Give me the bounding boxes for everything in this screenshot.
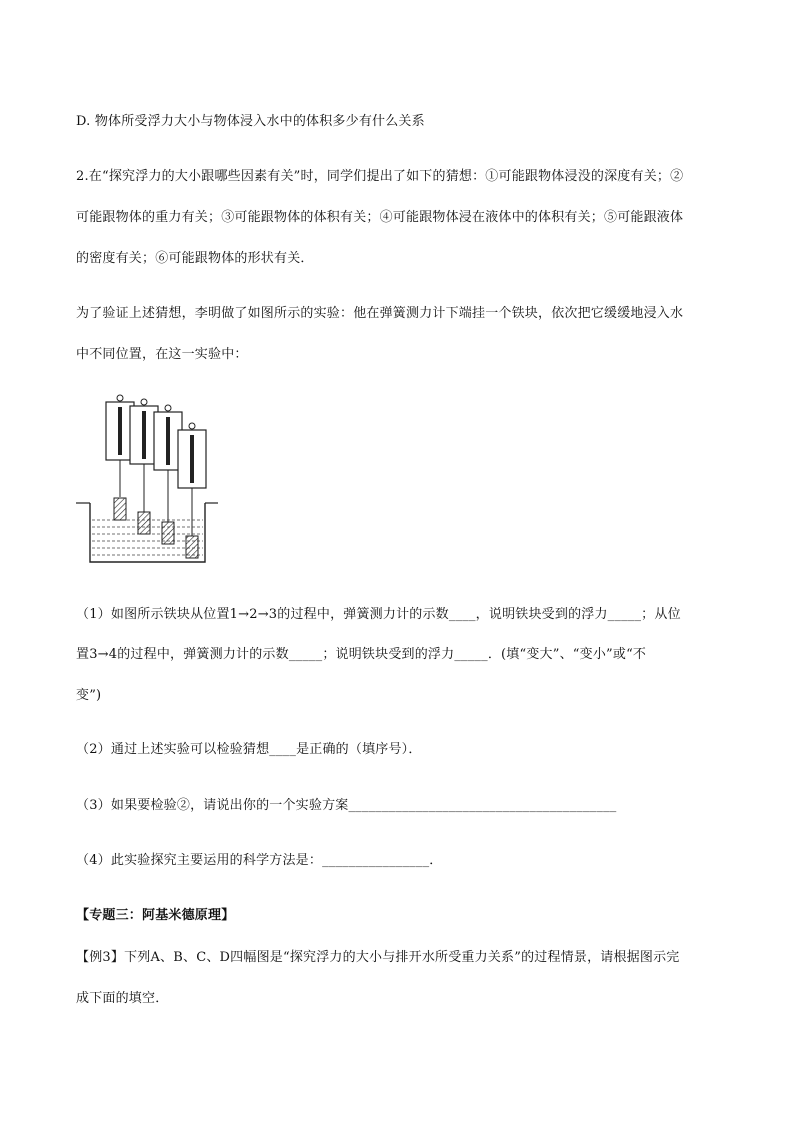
line-5: 为了验证上述猜想，李明做了如图所示的实验：他在弹簧测力计下端挂一个铁块，依次把它缓缓地浸入水 bbox=[76, 306, 684, 321]
line-7: （1）如图所示铁块从位置1→2→3的过程中，弹簧测力计的示数____，说明铁块受到的浮力_____；从位 bbox=[76, 607, 681, 622]
line-14: 【例3】下列A、B、C、D四幅图是“探究浮力的大小与排开水所受重力关系”的过程情景，请根据图示完 bbox=[76, 950, 680, 965]
line-6: 中不同位置，在这一实验中： bbox=[76, 347, 248, 362]
line-12: （4）此实验探究主要运用的科学方法是：________________． bbox=[76, 853, 443, 868]
line-10: （2）通过上述实验可以检验猜想____是正确的（填序号）． bbox=[76, 742, 422, 757]
line-2: 2.在“探究浮力的大小跟哪些因素有关”时，同学们提出了如下的猜想：①可能跟物体浸没的深度有关；② bbox=[76, 169, 684, 184]
iron-block-4 bbox=[186, 536, 198, 558]
spring-scale-4 bbox=[178, 423, 206, 536]
line-11: （3）如果要检验②，请说出你的一个实验方案________________________________________ bbox=[76, 798, 617, 813]
section-heading: 【专题三：阿基米德原理】 bbox=[76, 908, 235, 923]
experiment-figure bbox=[72, 392, 222, 572]
iron-block-3 bbox=[162, 522, 174, 544]
line-1: D. 物体所受浮力大小与物体浸入水中的体积多少有什么关系 bbox=[76, 114, 425, 129]
iron-block-2 bbox=[138, 512, 150, 534]
line-4: 的密度有关；⑥可能跟物体的形状有关． bbox=[76, 251, 314, 266]
line-3: 可能跟物体的重力有关；③可能跟物体的体积有关；④可能跟物体浸在液体中的体积有关；⑤可能跟液体 bbox=[76, 210, 684, 225]
line-8: 置3→4的过程中，弹簧测力计的示数_____；说明铁块受到的浮力_____．(填“变大”、“变小”或“不 bbox=[76, 647, 647, 662]
line-15: 成下面的填空． bbox=[76, 991, 169, 1006]
line-9: 变”) bbox=[76, 688, 102, 703]
iron-block-1 bbox=[114, 498, 126, 520]
